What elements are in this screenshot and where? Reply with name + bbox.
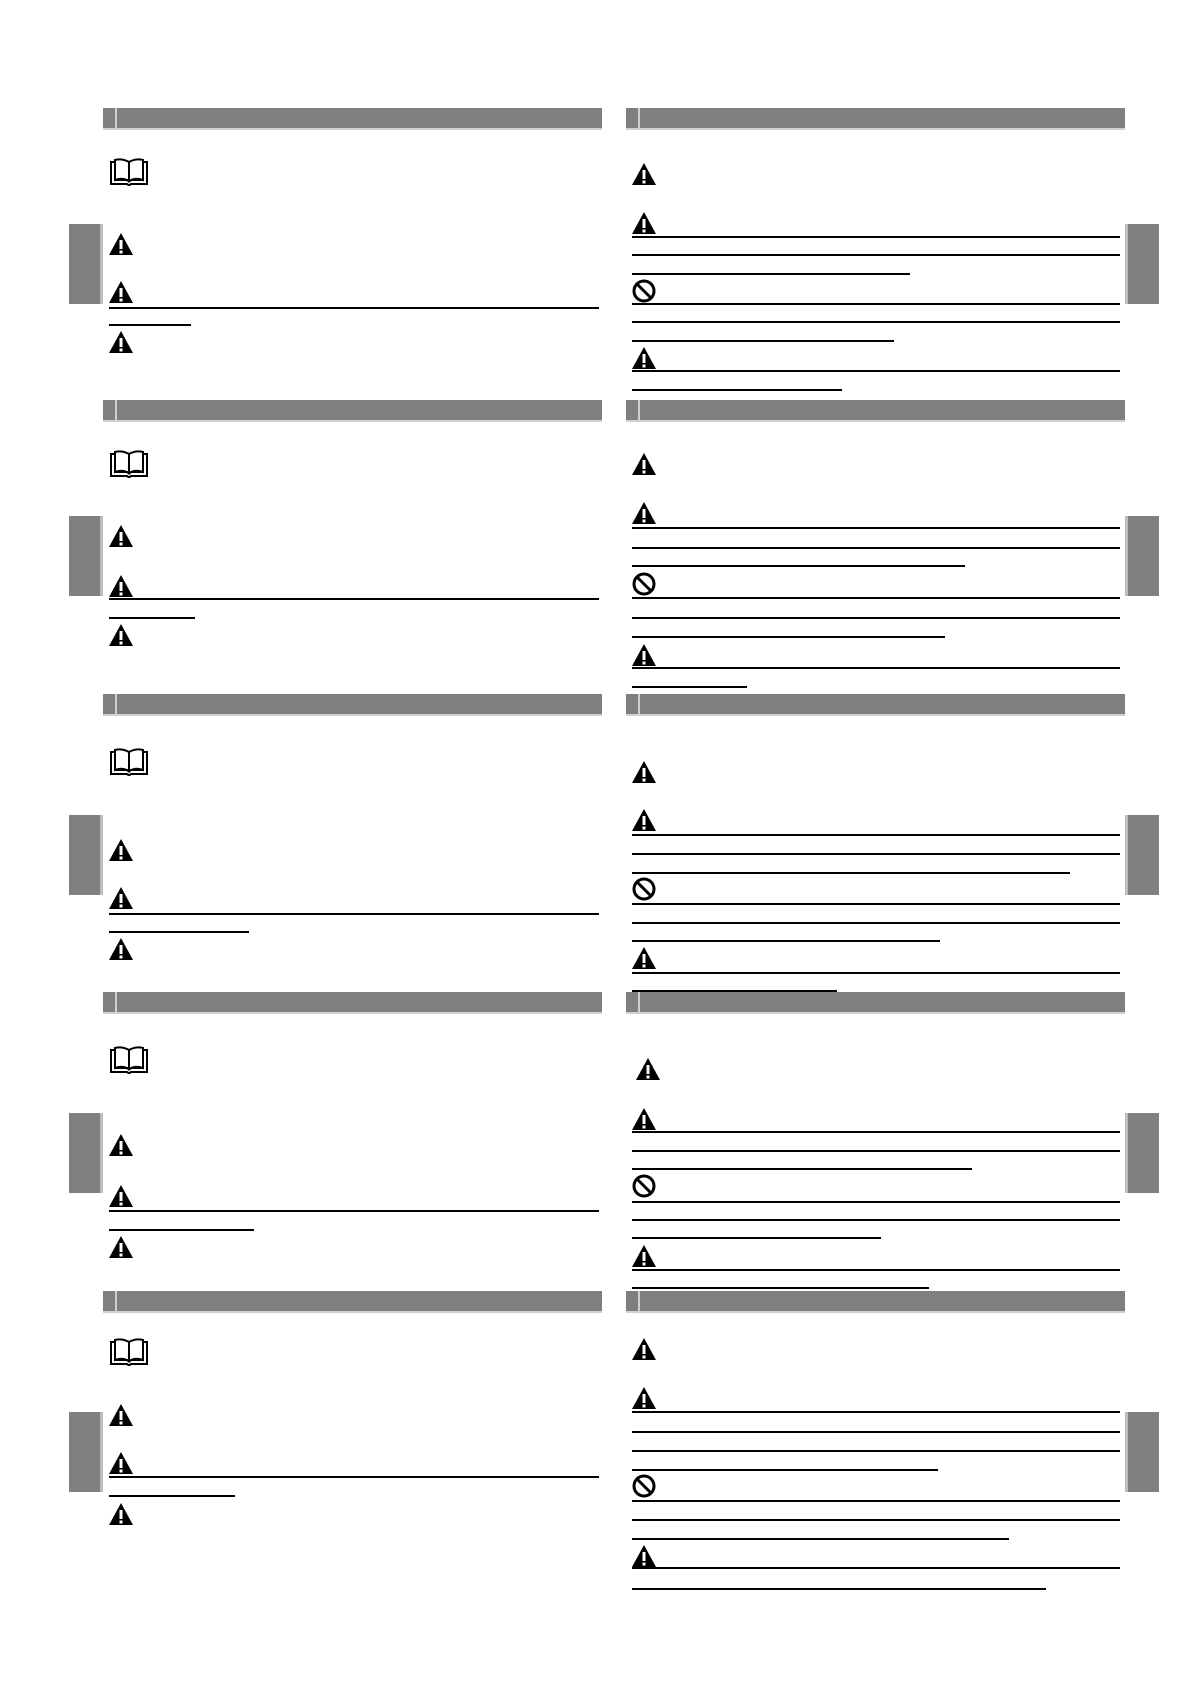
text-underline xyxy=(632,686,747,688)
language-side-tab-right-5 xyxy=(1125,1412,1159,1492)
warning-triangle-icon xyxy=(108,232,134,256)
warning-triangle-icon xyxy=(631,1386,657,1410)
text-underline xyxy=(632,597,1120,599)
warning-triangle-icon xyxy=(631,162,657,186)
text-underline xyxy=(632,1219,1120,1221)
text-underline xyxy=(632,389,842,391)
section-header-bar-left-2 xyxy=(103,400,602,422)
text-underline xyxy=(109,1210,599,1212)
text-underline xyxy=(632,321,1120,323)
language-side-tab-left-3 xyxy=(69,815,103,895)
warning-triangle-icon xyxy=(108,1451,134,1475)
language-side-tab-right-3 xyxy=(1125,815,1159,895)
prohibited-circle-icon xyxy=(632,572,658,596)
warning-triangle-icon xyxy=(108,574,134,598)
warning-triangle-icon xyxy=(108,524,134,548)
warning-triangle-icon xyxy=(631,643,657,667)
warning-triangle-icon xyxy=(635,1057,661,1081)
text-underline xyxy=(632,273,910,275)
text-underline xyxy=(632,636,945,638)
warning-triangle-icon xyxy=(108,330,134,354)
open-book-icon xyxy=(109,1338,149,1368)
warning-triangle-icon xyxy=(108,623,134,647)
section-header-bar-left-5 xyxy=(103,1291,602,1313)
text-underline xyxy=(632,853,1120,855)
text-underline xyxy=(632,1287,929,1289)
text-underline xyxy=(632,340,894,342)
text-underline xyxy=(632,1588,1046,1590)
text-underline xyxy=(632,1150,1120,1152)
warning-triangle-icon xyxy=(631,808,657,832)
warning-triangle-icon xyxy=(631,1337,657,1361)
warning-triangle-icon xyxy=(631,501,657,525)
warning-triangle-icon xyxy=(108,1133,134,1157)
warning-triangle-icon xyxy=(108,1235,134,1259)
text-underline xyxy=(109,324,191,326)
text-underline xyxy=(632,303,1120,305)
text-underline xyxy=(632,940,940,942)
warning-triangle-icon xyxy=(631,946,657,970)
warning-triangle-icon xyxy=(631,346,657,370)
warning-triangle-icon xyxy=(108,838,134,862)
text-underline xyxy=(632,547,1120,549)
text-underline xyxy=(632,1538,1009,1540)
text-underline xyxy=(109,1476,599,1478)
text-underline xyxy=(632,617,1120,619)
open-book-icon xyxy=(109,158,149,188)
text-underline xyxy=(632,1500,1120,1502)
text-underline xyxy=(109,307,599,309)
text-underline xyxy=(109,617,195,619)
text-underline xyxy=(632,1519,1120,1521)
prohibited-circle-icon xyxy=(632,877,658,901)
section-header-bar-left-3 xyxy=(103,694,602,716)
text-underline xyxy=(632,667,1120,669)
warning-triangle-icon xyxy=(108,280,134,304)
text-underline xyxy=(632,1431,1120,1433)
open-book-icon xyxy=(109,1046,149,1076)
text-underline xyxy=(632,254,1120,256)
text-underline xyxy=(632,370,1120,372)
text-underline xyxy=(632,922,1120,924)
prohibited-circle-icon xyxy=(632,1174,658,1198)
warning-triangle-icon xyxy=(631,760,657,784)
text-underline xyxy=(109,1229,254,1231)
warning-triangle-icon xyxy=(631,1544,657,1568)
section-header-bar-right-2 xyxy=(626,400,1125,422)
text-underline xyxy=(109,913,599,915)
warning-triangle-icon xyxy=(108,1184,134,1208)
text-underline xyxy=(109,931,249,933)
text-underline xyxy=(632,903,1120,905)
warning-triangle-icon xyxy=(108,1403,134,1427)
text-underline xyxy=(632,834,1120,836)
text-underline xyxy=(632,1269,1120,1271)
warning-triangle-icon xyxy=(631,211,657,235)
language-side-tab-right-2 xyxy=(1125,516,1159,596)
language-side-tab-left-4 xyxy=(69,1113,103,1193)
section-header-bar-right-4 xyxy=(626,992,1125,1014)
section-header-bar-left-4 xyxy=(103,992,602,1014)
text-underline xyxy=(632,1131,1120,1133)
text-underline xyxy=(109,1495,235,1497)
prohibited-circle-icon xyxy=(632,279,658,303)
warning-triangle-icon xyxy=(108,1502,134,1526)
text-underline xyxy=(632,527,1120,529)
text-underline xyxy=(632,565,965,567)
section-header-bar-right-5 xyxy=(626,1291,1125,1313)
section-header-bar-right-3 xyxy=(626,694,1125,716)
text-underline xyxy=(632,1237,881,1239)
text-underline xyxy=(632,1411,1120,1413)
section-header-bar-left-1 xyxy=(103,108,602,130)
open-book-icon xyxy=(109,748,149,778)
text-underline xyxy=(632,1450,1120,1452)
warning-triangle-icon xyxy=(108,937,134,961)
text-underline xyxy=(632,1201,1120,1203)
prohibited-circle-icon xyxy=(632,1474,658,1498)
text-underline xyxy=(632,990,837,992)
warning-triangle-icon xyxy=(631,1107,657,1131)
language-side-tab-left-2 xyxy=(69,516,103,596)
warning-triangle-icon xyxy=(631,452,657,476)
open-book-icon xyxy=(109,450,149,480)
text-underline xyxy=(632,236,1120,238)
text-underline xyxy=(632,872,1070,874)
text-underline xyxy=(632,1469,938,1471)
language-side-tab-left-1 xyxy=(69,224,103,304)
text-underline xyxy=(632,1168,972,1170)
section-header-bar-right-1 xyxy=(626,108,1125,130)
text-underline xyxy=(109,598,599,600)
warning-triangle-icon xyxy=(631,1244,657,1268)
language-side-tab-left-5 xyxy=(69,1412,103,1492)
warning-triangle-icon xyxy=(108,886,134,910)
text-underline xyxy=(632,972,1120,974)
language-side-tab-right-1 xyxy=(1125,224,1159,304)
language-side-tab-right-4 xyxy=(1125,1113,1159,1193)
text-underline xyxy=(632,1567,1120,1569)
